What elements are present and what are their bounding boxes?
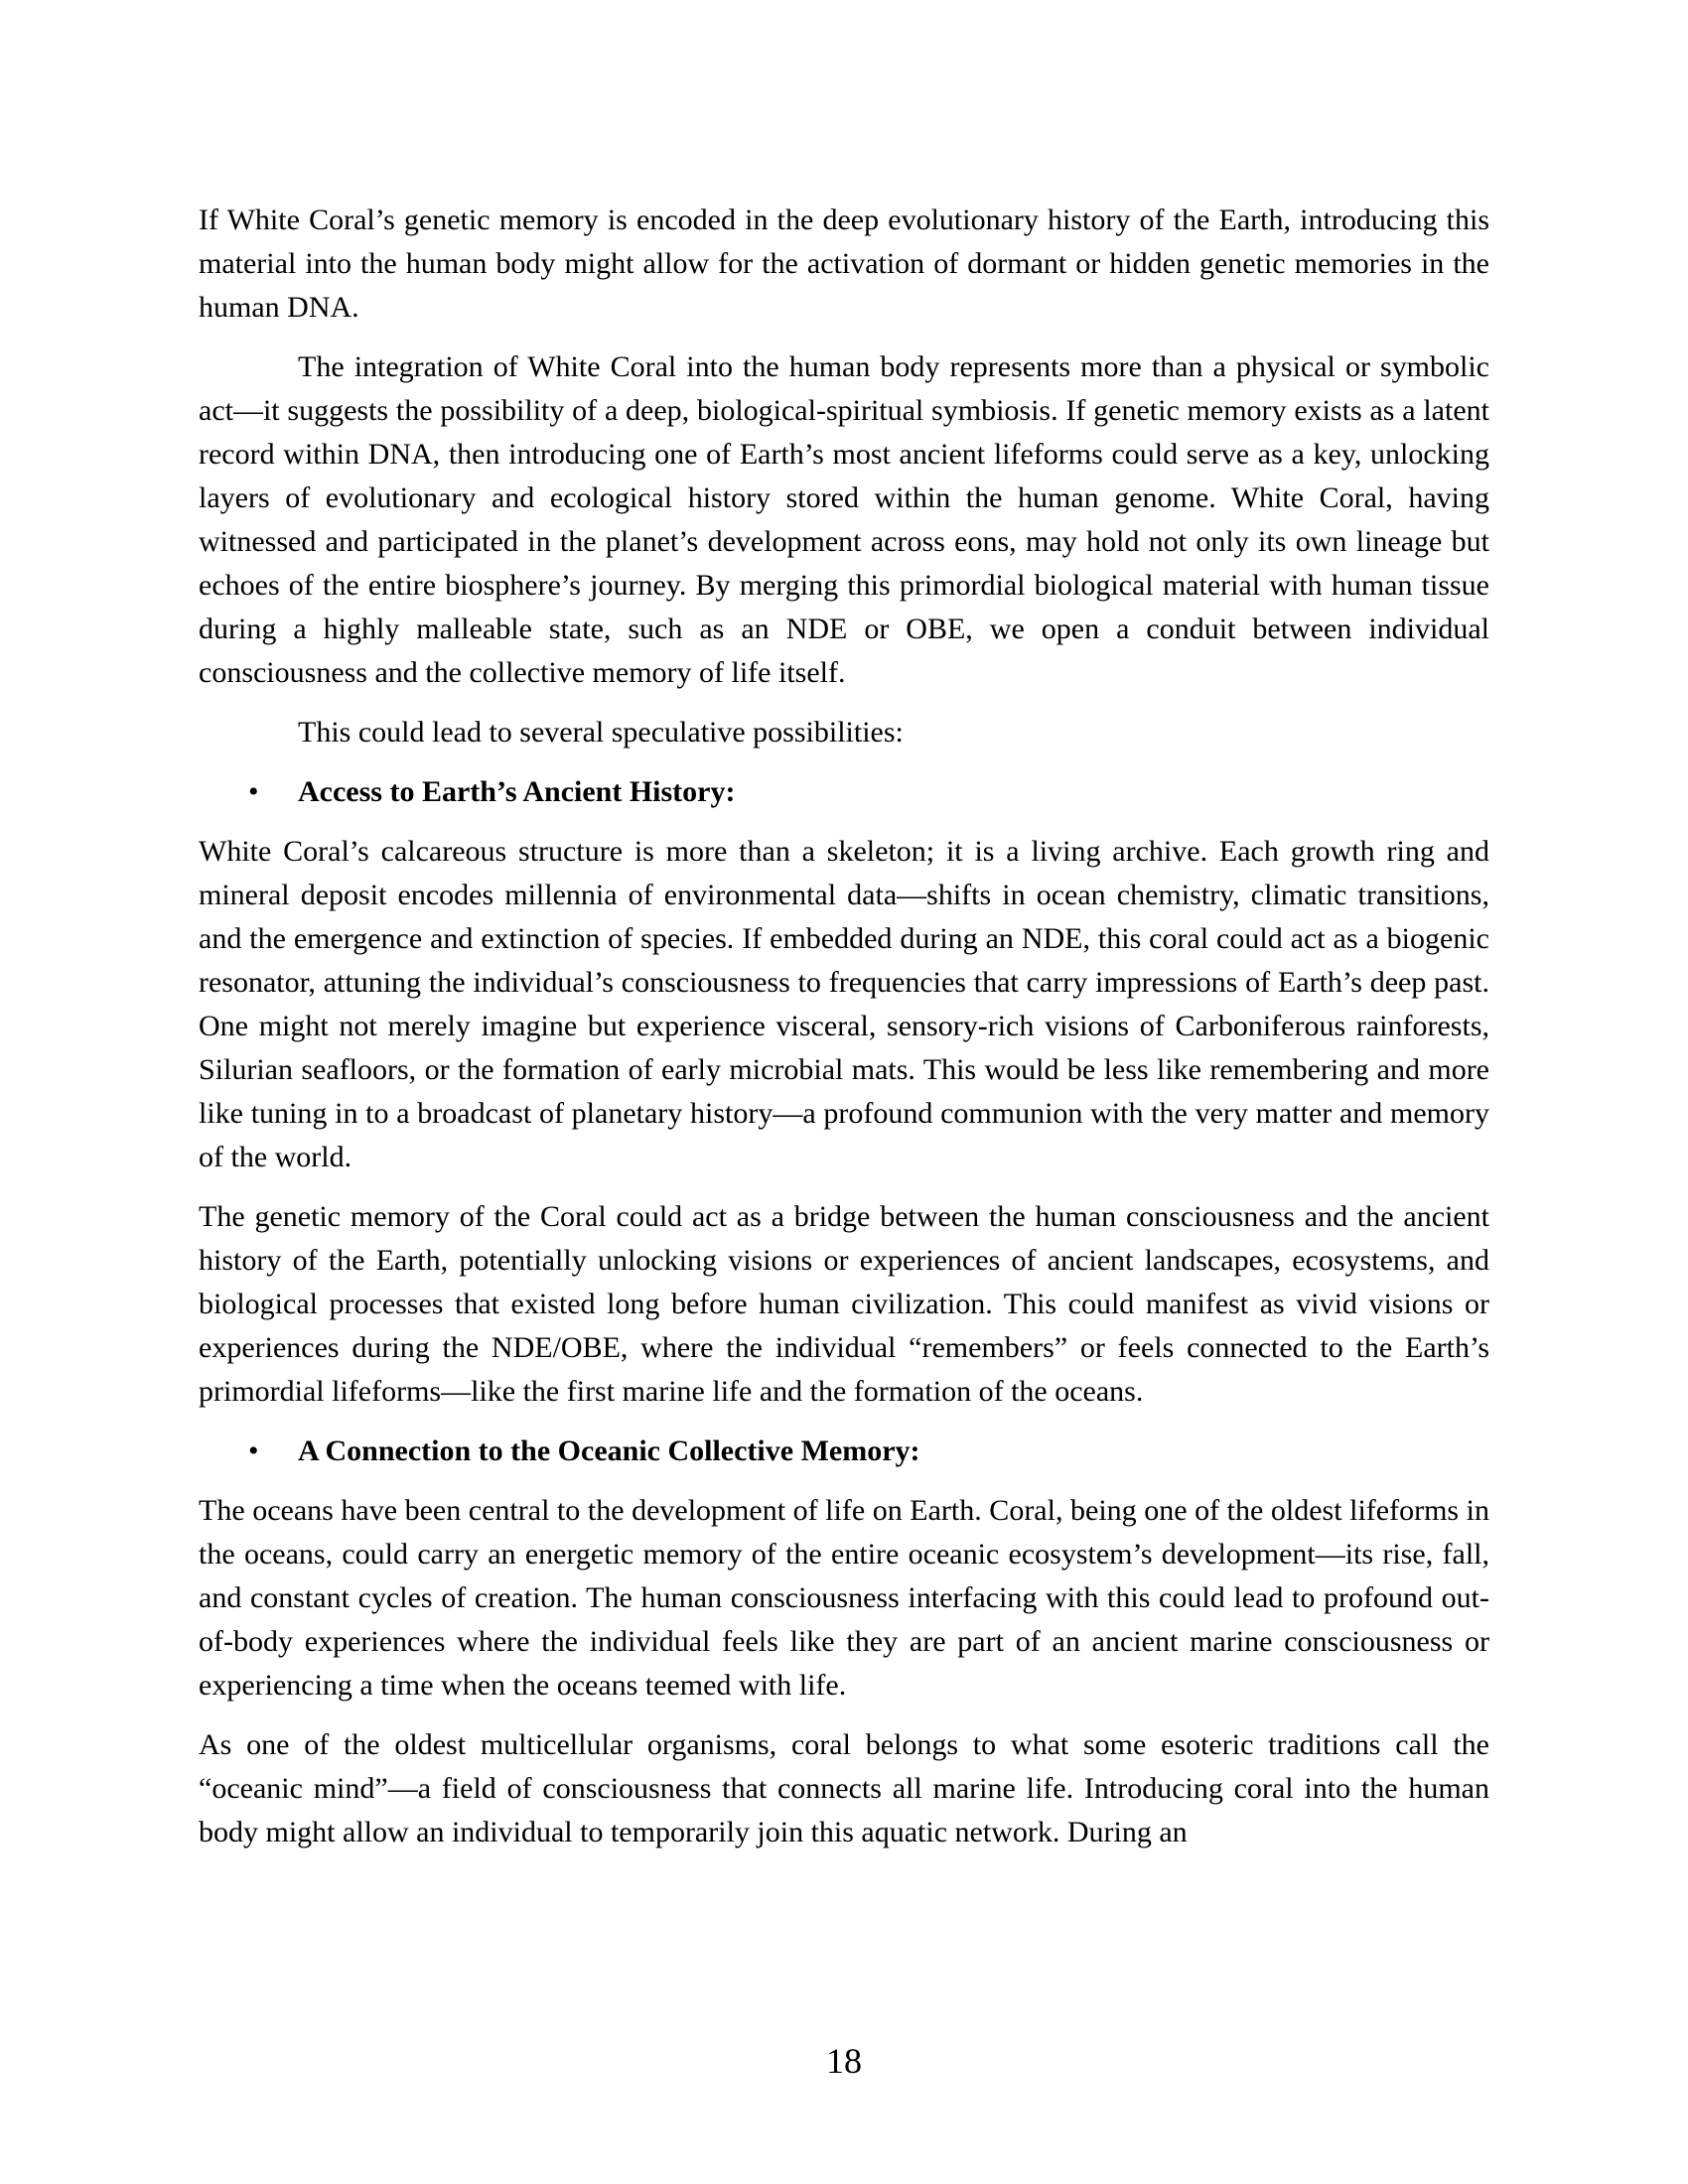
page-body	[199, 199, 1489, 1854]
bullet-heading-text: A Connection to the Oceanic Collective Memory:	[298, 1434, 920, 1467]
paragraph-possibilities-lead: This could lead to several speculative possibilities:	[298, 716, 904, 749]
paragraph-genetic-memory-intro: If White Coral’s genetic memory is encoded in the deep evolutionary history of the Earth, introducing this material into the human body might allow for the activation of dormant or hidden genetic memories in the human DNA.	[199, 204, 1489, 324]
bullet-heading-oceanic-memory	[199, 1430, 1489, 1473]
paragraph-oceans-central: The oceans have been central to the development of life on Earth. Coral, being one of the oldest lifeforms in the oceans, could carry an energetic memory of the entire oceanic ecosystem’s development—its rise, fall, and constant cycles of creation. The human consciousness interfacing with this could lead to profound out-of-body experiences where the individual feels like they are part of an ancient marine consciousness or experiencing a time when the oceans teemed with life.	[199, 1494, 1489, 1702]
bullet-icon: •	[248, 775, 259, 808]
bullet-heading-ancient-history	[199, 770, 1489, 814]
page-number: 18	[826, 2041, 862, 2081]
paragraph-oceanic-mind: As one of the oldest multicellular organisms, coral belongs to what some esoteric traditions call the “oceanic mind”—a field of consciousness that connects all marine life. Introducing coral into the human body might allow an individual to temporarily join this aquatic network. During an	[199, 1728, 1489, 1848]
paragraph-living-archive: White Coral’s calcareous structure is more than a skeleton; it is a living archive. Each growth ring and mineral deposit encodes millennia of environmental data—shifts in ocean chemistry, climatic transitions, and the emergence and extinction of species. If embedded during an NDE, this coral could act as a biogenic resonator, attuning the individual’s consciousness to frequencies that carry impressions of Earth’s deep past. One might not merely imagine but experience visceral, sensory-rich visions of Carboniferous rainforests, Silurian seafloors, or the formation of early microbial mats. This would be less like remembering and more like tuning in to a broadcast of planetary history—a profound communion with the very matter and memory of the world.	[199, 835, 1489, 1173]
bullet-heading-text: Access to Earth’s Ancient History:	[298, 775, 736, 808]
paragraph-integration: The integration of White Coral into the human body represents more than a physical or symbolic act—it suggests the possibility of a deep, biological-spiritual symbiosis. If genetic memory exists as a latent record within DNA, then introducing one of Earth’s most ancient lifeforms could serve as a key, unlocking layers of evolutionary and ecological history stored within the human genome. White Coral, having witnessed and participated in the planet’s development across eons, may hold not only its own lineage but echoes of the entire biosphere’s journey. By merging this primordial biological material with human tissue during a highly malleable state, such as an NDE or OBE, we open a conduit between individual consciousness and the collective memory of life itself.	[199, 350, 1489, 689]
bullet-icon: •	[248, 1434, 259, 1467]
paragraph-bridge: The genetic memory of the Coral could act as a bridge between the human consciousness and the ancient history of the Earth, potentially unlocking visions or experiences of ancient landscapes, ecosystems, and biological processes that existed long before human civilization. This could manifest as vivid visions or experiences during the NDE/OBE, where the individual “remembers” or feels connected to the Earth’s primordial lifeforms—like the first marine life and the formation of the oceans.	[199, 1200, 1489, 1408]
